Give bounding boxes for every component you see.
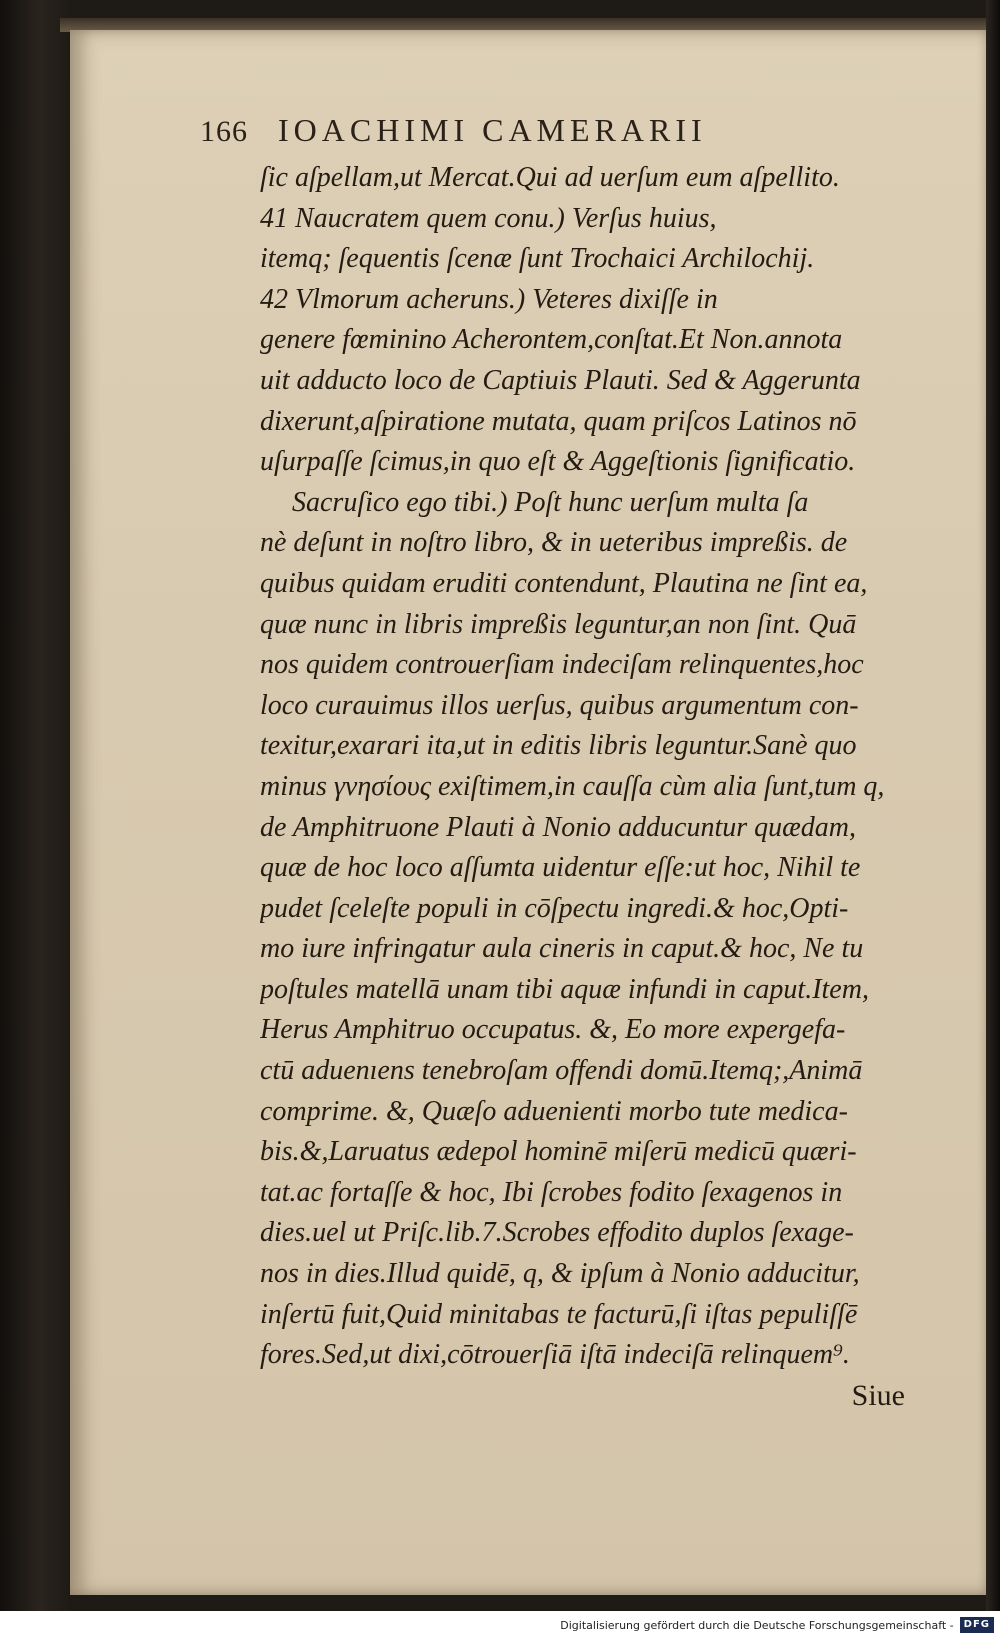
page-text bbox=[200, 112, 945, 1416]
catchword: Siue bbox=[851, 1378, 905, 1412]
text-line: nè deſunt in noſtro libro, & in ueteribus impreßis. de bbox=[260, 527, 848, 559]
text-line: quæ nunc in libris impreßis leguntur,an non ſint. Quā bbox=[260, 608, 857, 640]
running-title: IOACHIMI CAMERARII bbox=[278, 112, 707, 148]
text-line: 42 Vlmorum acheruns.) Veteres dixiſſe in bbox=[260, 283, 718, 315]
running-head bbox=[200, 112, 945, 158]
text-line: poſtules matellā unam tibi aquæ infundi in caput.Item, bbox=[260, 973, 869, 1005]
text-line: Herus Amphitruo occupatus. &, Eo more expergefa- bbox=[260, 1014, 846, 1046]
text-line: ctū aduenıens tenebroſam offendi domū.Itemq;,Animā bbox=[260, 1055, 863, 1087]
text-line: nos quidem controuerſiam indeciſam relinquentes,hoc bbox=[260, 649, 864, 681]
text-line: ſic aſpellam,ut Mercat.Qui ad uerſum eum aſpellito. bbox=[260, 162, 840, 193]
text-line: nos in dies.Illud quidē, q, & ipſum à Nonio adducitur, bbox=[260, 1258, 860, 1290]
text-line: inſertū fuit,Quid minitabas te facturū,ſi iſtas pepuliſſē bbox=[260, 1298, 858, 1330]
text-line: de Amphitruone Plauti à Nonio adducuntur quædam, bbox=[260, 811, 857, 843]
text-line: pudet ſceleſte populi in cōſpectu ingredi.& hoc,Opti- bbox=[260, 892, 849, 924]
text-line: Sacruſico ego tibi.) Poſt hunc uerſum multa ſa bbox=[292, 486, 809, 518]
text-line: uſurpaſſe ſcimus,in quo eſt & Aggeſtionis ſignificatio. bbox=[260, 446, 856, 478]
text-line: comprime. &, Quæſo aduenienti morbo tute medica- bbox=[260, 1095, 848, 1127]
text-line: tat.ac fortaſſe & hoc, Ibi ſcrobes fodito ſexagenos in bbox=[260, 1176, 843, 1208]
footer-credit: Digitalisierung gefördert durch die Deutsche Forschungsgemeinschaft - bbox=[560, 1618, 954, 1632]
text-line: texitur,exarari ita,ut in editis libris leguntur.Sanè quo bbox=[260, 730, 857, 762]
text-line: genere fœminino Acherontem,conſtat.Et Non.annota bbox=[260, 324, 843, 356]
text-line: quibus quidam eruditi contendunt, Plautina ne ſint ea, bbox=[260, 567, 868, 599]
text-line: dixerunt,aſpiratione mutata, quam priſcos Latinos nō bbox=[260, 405, 857, 437]
text-line: fores.Sed,ut dixi,cōtrouerſiā iſtā indeciſā relinquem⁹. bbox=[260, 1339, 850, 1371]
dfg-logo: DFG bbox=[960, 1617, 994, 1633]
scan-right-edge bbox=[986, 0, 1000, 1639]
text-line: loco curauimus illos uerſus, quibus argumentum con- bbox=[260, 689, 859, 721]
text-line: itemq; ſequentis ſcenæ ſunt Trochaici Archilochij. bbox=[260, 243, 815, 275]
text-line: quæ de hoc loco aſſumta uidentur eſſe:ut hoc, Nihil te bbox=[260, 852, 861, 884]
text-line: 41 Naucratem quem conu.) Verſus huius, bbox=[260, 202, 717, 234]
text-line: dies.uel ut Priſc.lib.7.Scrobes effodito duplos ſexage- bbox=[260, 1217, 854, 1249]
text-line: minus γνησίους exiſtimem,in cauſſa cùm alia ſunt,tum q, bbox=[260, 770, 885, 802]
text-line: mo iure infringatur aula cineris in caput.& hoc, Ne tu bbox=[260, 933, 864, 965]
text-line: uit adducto loco de Captiuis Plauti. Sed & Aggerunta bbox=[260, 364, 861, 396]
page-number: 166 bbox=[200, 115, 248, 148]
text-lines bbox=[200, 158, 945, 1376]
footer-bar bbox=[0, 1611, 1000, 1639]
text-line: bis.&,Laruatus ædepol hominē miſerū medicū quæri- bbox=[260, 1136, 857, 1168]
